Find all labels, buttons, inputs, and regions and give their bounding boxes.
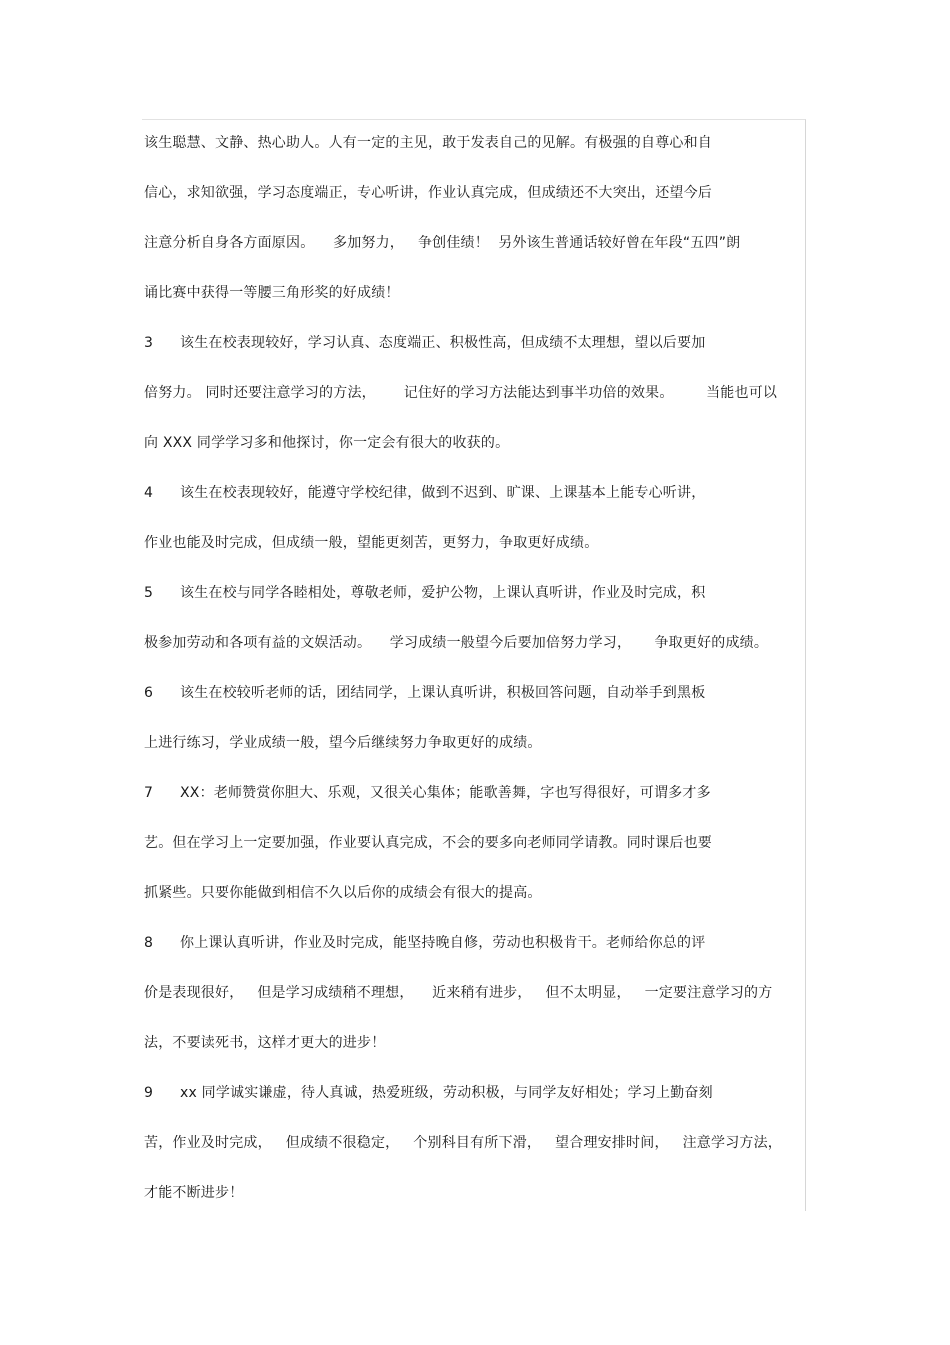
line-text: 艺。但在学习上一定要加强，作业要认真完成，不会的要多向老师同学请教。同时课后也要 xyxy=(144,835,712,851)
line-text: 上进行练习，学业成绩一般，望今后继续努力争取更好的成绩。 xyxy=(144,735,542,751)
item-number: 7 xyxy=(144,785,154,801)
line-text: 该生在校较听老师的话，团结同学，上课认真听讲，积极回答问题，自动举手到黑板 xyxy=(180,685,706,701)
text-line xyxy=(144,276,804,326)
line-text: 倍努力。 同时还要注意学习的方法， 记住好的学习方法能达到事半功倍的效果。 当能也可以 xyxy=(144,385,778,401)
item-number: 4 xyxy=(144,485,154,501)
line-text: 抓紧些。只要你能做到相信不久以后你的成绩会有很大的提高。 xyxy=(144,885,542,901)
line-text: 注意分析自身各方面原因。 多加努力， 争创佳绩！ 另外该生普通话较好曾在年段“五四”朗 xyxy=(144,235,741,251)
text-line xyxy=(144,1126,804,1176)
text-line xyxy=(144,326,804,376)
text-line xyxy=(144,576,804,626)
text-line xyxy=(144,176,804,226)
item-number: 8 xyxy=(144,935,154,951)
item-number: 6 xyxy=(144,685,154,701)
text-line xyxy=(144,876,804,926)
text-line xyxy=(144,776,804,826)
line-text: 该生在校表现较好，能遵守学校纪律，做到不迟到、旷课、上课基本上能专心听讲， xyxy=(180,485,706,501)
text-line xyxy=(144,1076,804,1126)
text-line xyxy=(144,976,804,1026)
text-line xyxy=(144,1176,804,1226)
line-text: 才能不断进步！ xyxy=(144,1185,244,1201)
line-text: xx 同学诚实谦虚，待人真诚，热爱班级，劳动积极，与同学友好相处；学习上勤奋刻 xyxy=(180,1085,713,1101)
item-number: 3 xyxy=(144,335,154,351)
text-line xyxy=(144,476,804,526)
document-body xyxy=(144,126,804,1226)
text-line xyxy=(144,676,804,726)
line-text: XX：老师赞赏你胆大、乐观，又很关心集体；能歌善舞，字也写得很好，可谓多才多 xyxy=(180,785,711,801)
line-text: 作业也能及时完成，但成绩一般，望能更刻苦，更努力，争取更好成绩。 xyxy=(144,535,599,551)
item-number: 5 xyxy=(144,585,154,601)
line-text: 诵比赛中获得一等腰三角形奖的好成绩！ xyxy=(144,285,400,301)
text-line xyxy=(144,426,804,476)
line-text: 价是表现很好， 但是学习成绩稍不理想， 近来稍有进步， 但不太明显， 一定要注意学习的方 xyxy=(144,985,773,1001)
text-line xyxy=(144,726,804,776)
text-line xyxy=(144,126,804,176)
line-text: 法，不要读死书，这样才更大的进步！ xyxy=(144,1035,386,1051)
text-line xyxy=(144,226,804,276)
text-line xyxy=(144,826,804,876)
line-text: 信心，求知欲强，学习态度端正，专心听讲，作业认真完成，但成绩还不大突出，还望今后 xyxy=(144,185,712,201)
line-text: 该生聪慧、文静、热心助人。人有一定的主见，敢于发表自己的见解。有极强的自尊心和自 xyxy=(144,135,712,151)
text-line xyxy=(144,1026,804,1076)
line-text: 苦，作业及时完成， 但成绩不很稳定， 个别科目有所下滑， 望合理安排时间， 注意学习方法， xyxy=(144,1135,782,1151)
line-text: 你上课认真听讲，作业及时完成，能坚持晚自修，劳动也积极肯干。老师给你总的评 xyxy=(180,935,706,951)
text-line xyxy=(144,376,804,426)
line-text: 该生在校与同学各睦相处，尊敬老师，爱护公物，上课认真听讲，作业及时完成，积 xyxy=(180,585,706,601)
text-line xyxy=(144,926,804,976)
line-text: 该生在校表现较好，学习认真、态度端正、积极性高，但成绩不太理想，望以后要加 xyxy=(180,335,706,351)
line-text: 向 XXX 同学学习多和他探讨，你一定会有很大的收获的。 xyxy=(144,435,510,451)
item-number: 9 xyxy=(144,1085,154,1101)
line-text: 极参加劳动和各项有益的文娱活动。 学习成绩一般望今后要加倍努力学习， 争取更好的成绩。 xyxy=(144,635,769,651)
text-line xyxy=(144,626,804,676)
text-line xyxy=(144,526,804,576)
